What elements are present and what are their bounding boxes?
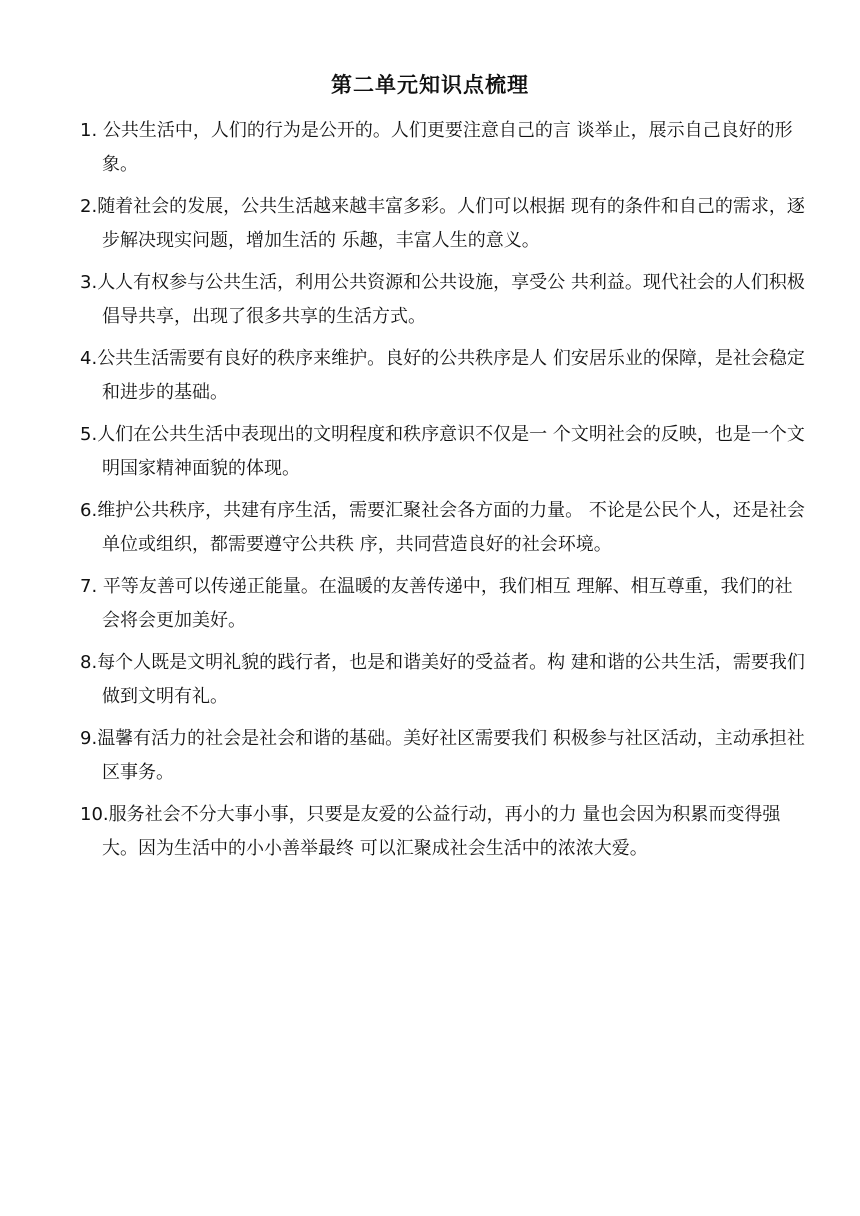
list-item [80, 798, 810, 866]
item-number: 6. [80, 500, 98, 521]
item-text: 公共生活中，人们的行为是公开的。人们更要注意自己的言 谈举止，展示自己良好的形象。 [97, 120, 793, 175]
list-item [80, 190, 810, 258]
knowledge-point-list [80, 114, 810, 874]
item-text: 随着社会的发展，公共生活越来越丰富多彩。人们可以根据 现有的条件和自己的需求，逐步解决现实问题，增加生活的 乐趣，丰富人生的意义。 [97, 196, 805, 251]
list-item [80, 342, 810, 410]
item-number: 5. [80, 424, 98, 445]
item-number: 3. [80, 272, 98, 293]
document-title: 第二单元知识点梳理 [331, 73, 529, 97]
item-number: 9. [80, 728, 98, 749]
item-text: 平等友善可以传递正能量。在温暖的友善传递中，我们相互 理解、相互尊重，我们的社会将会更加美好。 [97, 576, 793, 631]
list-item [80, 418, 810, 486]
list-item [80, 494, 810, 562]
item-number: 8. [80, 652, 98, 673]
item-text: 服务社会不分大事小事，只要是友爱的公益行动，再小的力 量也会因为积累而变得强大。因为生活中的小小善举最终 可以汇聚成社会生活中的浓浓大爱。 [102, 804, 781, 859]
item-number: 1. [80, 120, 98, 141]
item-number: 4. [80, 348, 98, 369]
item-text: 每个人既是文明礼貌的践行者，也是和谐美好的受益者。构 建和谐的公共生活，需要我们做到文明有礼。 [97, 652, 805, 707]
item-text: 人人有权参与公共生活，利用公共资源和公共设施，享受公 共利益。现代社会的人们积极倡导共享，出现了很多共享的生活方式。 [97, 272, 805, 327]
item-text: 人们在公共生活中表现出的文明程度和秩序意识不仅是一 个文明社会的反映，也是一个文明国家精神面貌的体现。 [97, 424, 805, 479]
item-number: 10. [80, 804, 109, 825]
item-text: 维护公共秩序，共建有序生活，需要汇聚社会各方面的力量。 不论是公民个人，还是社会单位或组织，都需要遵守公共秩 序，共同营造良好的社会环境。 [97, 500, 805, 555]
item-text: 温馨有活力的社会是社会和谐的基础。美好社区需要我们 积极参与社区活动，主动承担社区事务。 [97, 728, 805, 783]
list-item [80, 570, 810, 638]
list-item [80, 722, 810, 790]
list-item [80, 266, 810, 334]
item-number: 2. [80, 196, 98, 217]
item-text: 公共生活需要有良好的秩序来维护。良好的公共秩序是人 们安居乐业的保障，是社会稳定和进步的基础。 [97, 348, 805, 403]
list-item [80, 114, 810, 182]
item-number: 7. [80, 576, 98, 597]
list-item [80, 646, 810, 714]
